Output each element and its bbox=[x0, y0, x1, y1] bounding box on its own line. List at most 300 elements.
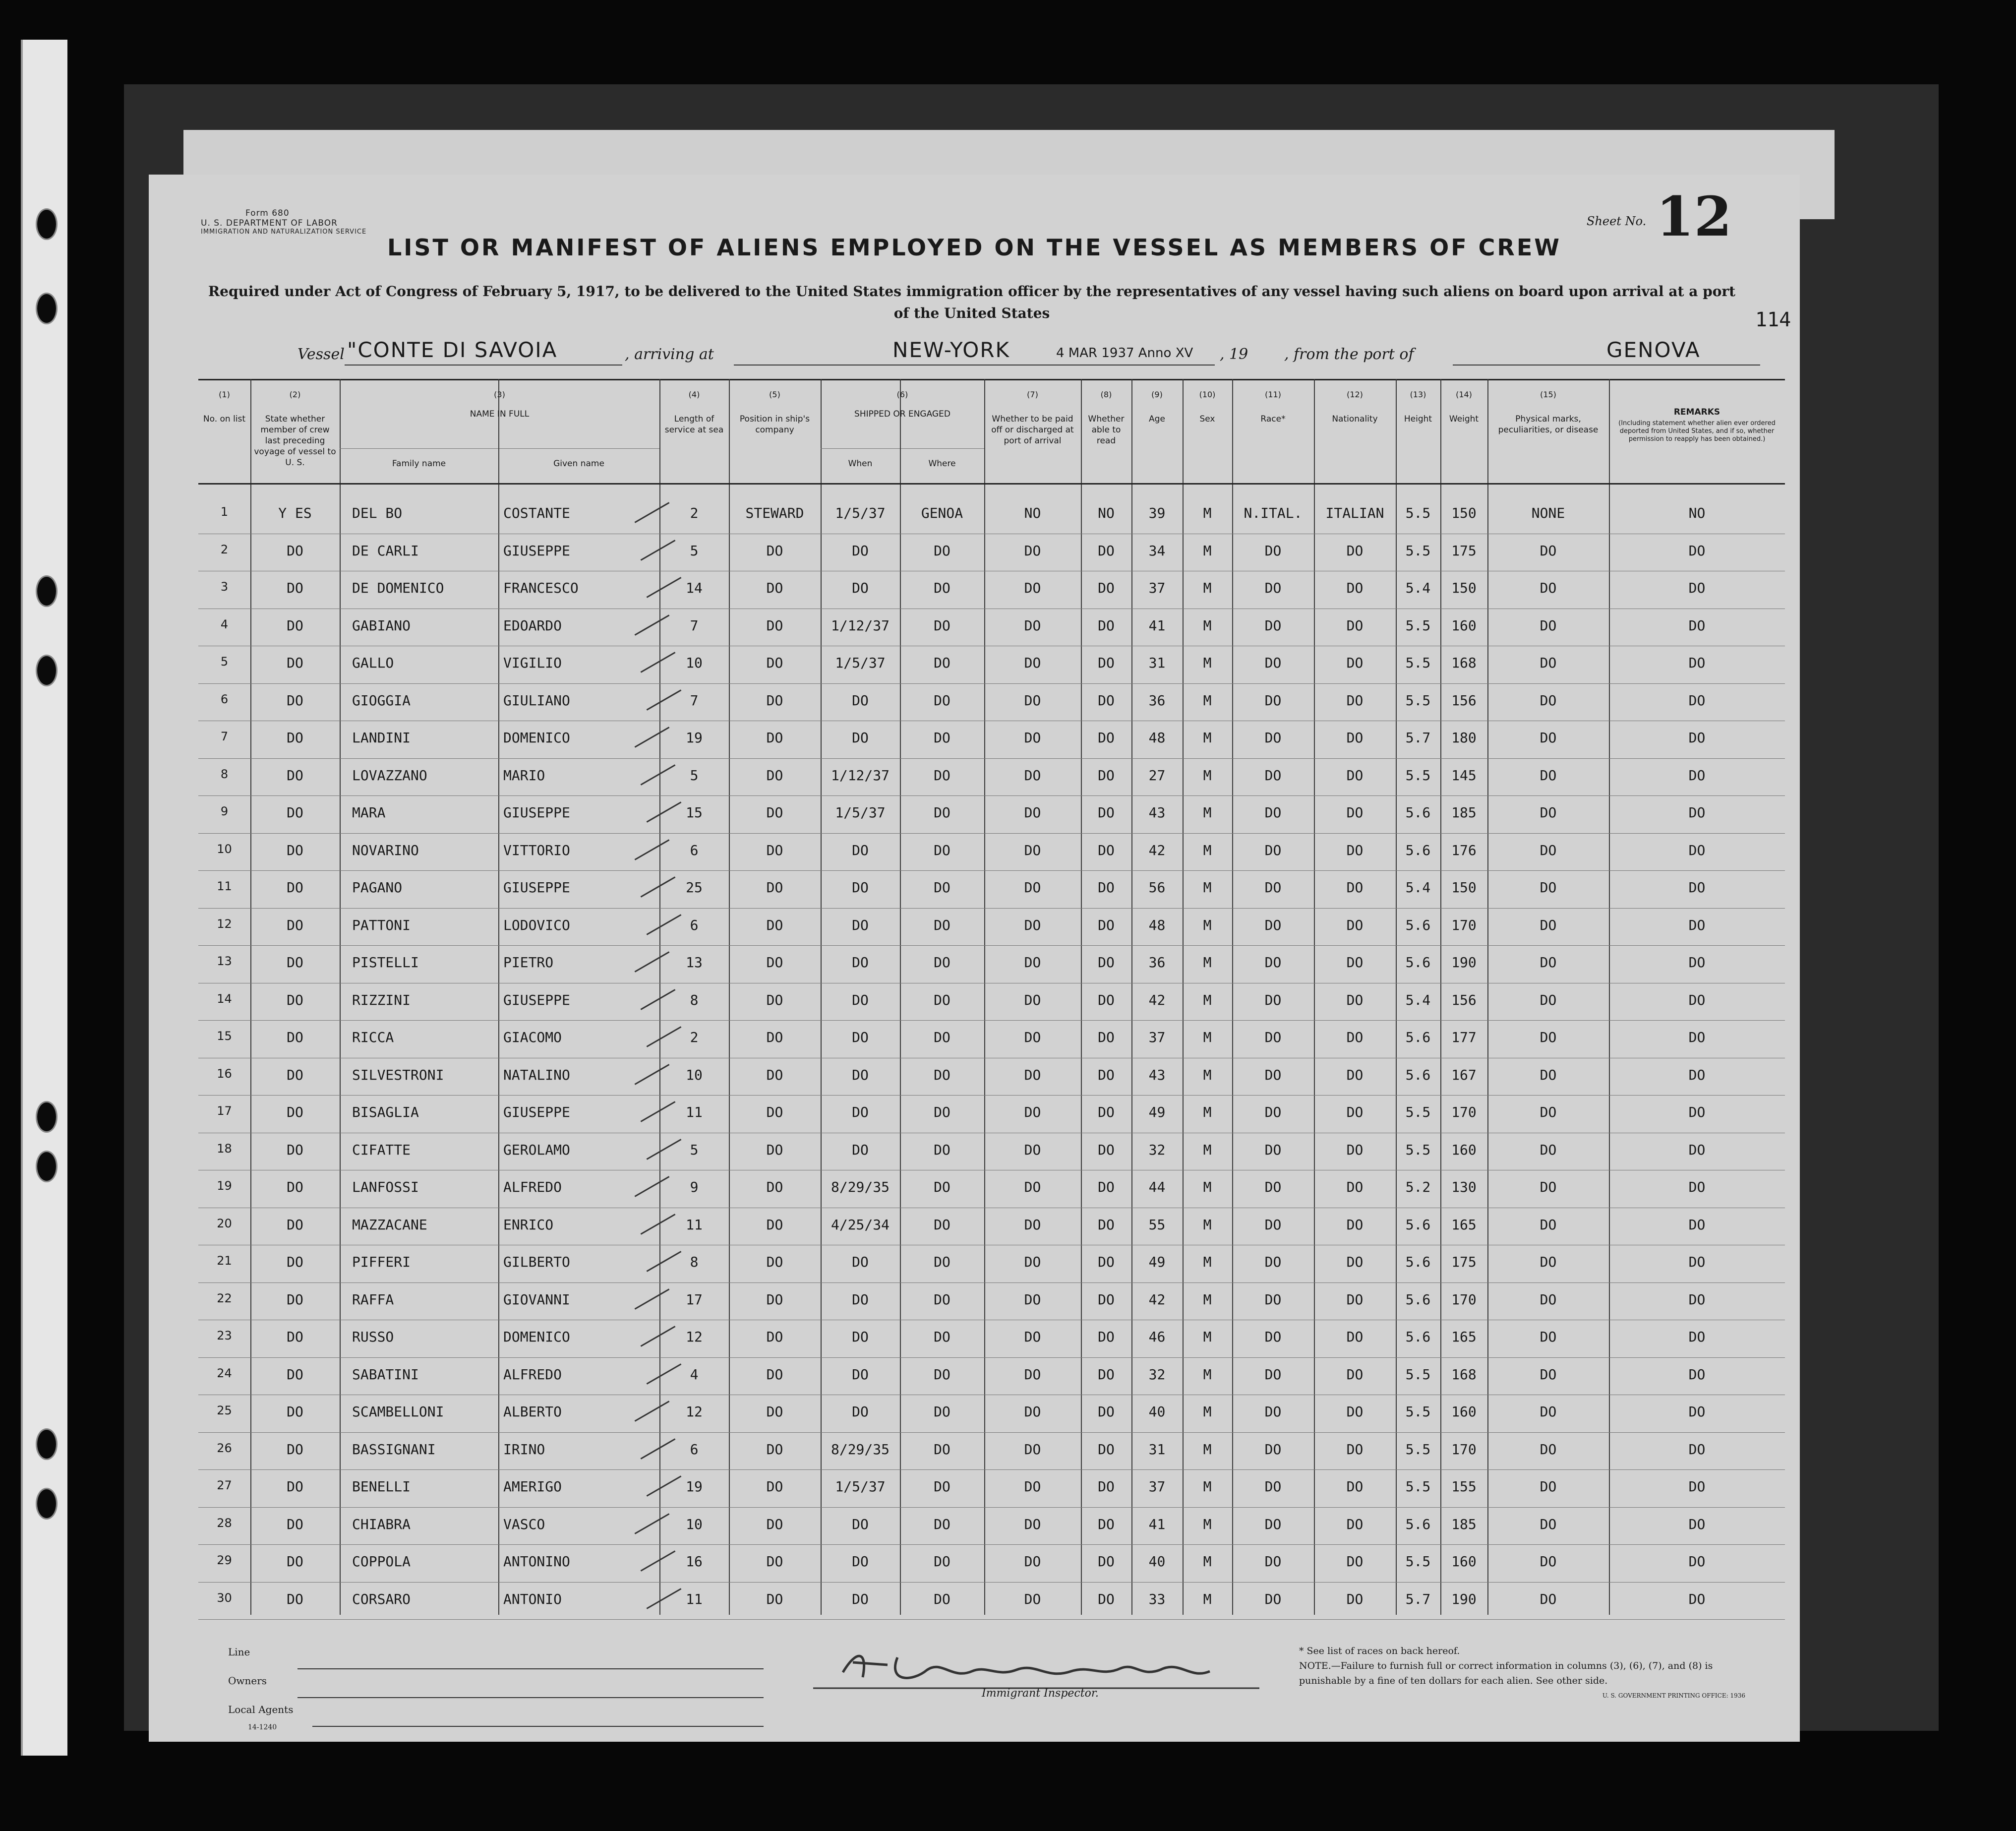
table-cell: M bbox=[1203, 1104, 1212, 1120]
table-cell: 190 bbox=[1451, 954, 1477, 971]
table-cell: GIUSEPPE bbox=[503, 542, 570, 559]
table-cell: 177 bbox=[1451, 1029, 1477, 1045]
table-cell: DO bbox=[852, 1066, 869, 1083]
table-cell: DO bbox=[1098, 1291, 1115, 1308]
column-number: (7) bbox=[1027, 390, 1038, 399]
table-cell: 7 bbox=[690, 617, 699, 634]
table-cell: DO bbox=[1346, 1590, 1364, 1607]
table-cell: DO bbox=[1098, 1404, 1115, 1420]
table-cell: DO bbox=[1264, 767, 1282, 784]
table-cell: ALBERTO bbox=[503, 1404, 562, 1420]
table-cell: DO bbox=[1540, 879, 1557, 896]
table-cell: DO bbox=[1098, 1254, 1115, 1270]
table-cell: DO bbox=[1098, 1066, 1115, 1083]
table-cell: DO bbox=[766, 1329, 783, 1345]
table-cell: 5.5 bbox=[1405, 1441, 1431, 1458]
table-cell: DO bbox=[934, 692, 950, 709]
table-cell: 19 bbox=[686, 1478, 703, 1495]
table-cell: LANFOSSI bbox=[352, 1179, 419, 1195]
table-cell: DO bbox=[934, 767, 950, 784]
table-cell: 11 bbox=[686, 1216, 703, 1233]
row-rule bbox=[198, 1357, 1785, 1358]
table-cell: 130 bbox=[1451, 1179, 1477, 1195]
table-cell: DO bbox=[852, 954, 869, 971]
table-cell: DO bbox=[1264, 842, 1282, 858]
table-cell: DO bbox=[934, 1553, 950, 1570]
table-cell: DO bbox=[766, 617, 783, 634]
table-cell: VASCO bbox=[503, 1516, 545, 1532]
table-cell: DO bbox=[1540, 617, 1557, 634]
table-cell: DO bbox=[1098, 692, 1115, 709]
table-cell: DO bbox=[1098, 991, 1115, 1008]
table-cell: 1/5/37 bbox=[835, 1478, 886, 1495]
table-cell: DO bbox=[852, 1366, 869, 1383]
table-cell: DO bbox=[934, 1516, 950, 1532]
table-cell: DO bbox=[934, 1216, 950, 1233]
table-cell: BENELLI bbox=[352, 1478, 411, 1495]
table-cell: 160 bbox=[1451, 1141, 1477, 1158]
table-cell: 42 bbox=[1148, 1291, 1166, 1308]
table-cell: CIFATTE bbox=[352, 1141, 411, 1158]
table-cell: DO bbox=[1540, 1329, 1557, 1345]
binder-strip bbox=[21, 40, 67, 1756]
table-cell: DO bbox=[1688, 842, 1706, 858]
table-cell: DO bbox=[1688, 767, 1706, 784]
table-cell: 33 bbox=[1148, 1590, 1166, 1607]
table-cell: DO bbox=[287, 1029, 303, 1045]
table-cell: 156 bbox=[1451, 991, 1477, 1008]
row-number: 15 bbox=[217, 1029, 232, 1043]
table-cell: DO bbox=[1098, 655, 1115, 671]
table-cell: PATTONI bbox=[352, 916, 411, 933]
table-cell: DO bbox=[1264, 1516, 1282, 1532]
table-cell: 5.4 bbox=[1405, 991, 1431, 1008]
table-cell: SILVESTRONI bbox=[352, 1066, 444, 1083]
table-cell: DO bbox=[1024, 1066, 1041, 1083]
column-number: (1) bbox=[219, 390, 230, 399]
table-cell: CORSARO bbox=[352, 1590, 411, 1607]
table-cell: DO bbox=[1540, 1366, 1557, 1383]
table-cell: DO bbox=[934, 991, 950, 1008]
table-cell: M bbox=[1203, 730, 1212, 746]
row-number: 4 bbox=[220, 617, 229, 631]
table-cell: DO bbox=[1264, 1104, 1282, 1120]
table-cell: DO bbox=[1024, 730, 1041, 746]
table-cell: LOVAZZANO bbox=[352, 767, 427, 784]
punch-hole bbox=[36, 1101, 58, 1133]
table-cell: DO bbox=[1346, 1478, 1364, 1495]
table-cell: 5.5 bbox=[1405, 505, 1431, 521]
row-rule bbox=[198, 1544, 1785, 1545]
table-cell: DO bbox=[934, 655, 950, 671]
column-number: (3) bbox=[494, 390, 505, 399]
punch-hole bbox=[36, 208, 58, 240]
table-cell: DO bbox=[1264, 879, 1282, 896]
table-cell: 175 bbox=[1451, 1254, 1477, 1270]
inspector-label: Immigrant Inspector. bbox=[982, 1687, 1099, 1700]
row-number: 12 bbox=[217, 916, 232, 931]
table-cell: GENOA bbox=[921, 505, 963, 521]
table-cell: 32 bbox=[1148, 1366, 1166, 1383]
table-cell: DO bbox=[1540, 655, 1557, 671]
table-cell: DO bbox=[1540, 767, 1557, 784]
table-cell: DO bbox=[287, 1516, 303, 1532]
column-subheader: When bbox=[848, 459, 873, 469]
table-cell: DO bbox=[1540, 1291, 1557, 1308]
table-cell: DO bbox=[1688, 991, 1706, 1008]
table-cell: DO bbox=[1024, 1590, 1041, 1607]
row-number: 28 bbox=[217, 1516, 232, 1530]
column-header: SHIPPED OR ENGAGED bbox=[854, 409, 950, 419]
table-cell: 43 bbox=[1148, 804, 1166, 821]
table-cell: DO bbox=[1024, 1366, 1041, 1383]
table-cell: GIOVANNI bbox=[503, 1291, 570, 1308]
table-cell: DO bbox=[287, 1141, 303, 1158]
table-cell: DO bbox=[852, 991, 869, 1008]
table-cell: DO bbox=[1024, 1553, 1041, 1570]
table-cell: 42 bbox=[1148, 842, 1166, 858]
row-number: 25 bbox=[217, 1404, 232, 1417]
table-cell: SABATINI bbox=[352, 1366, 419, 1383]
table-cell: DO bbox=[1540, 954, 1557, 971]
table-cell: GABIANO bbox=[352, 617, 411, 634]
table-cell: EDOARDO bbox=[503, 617, 562, 634]
table-cell: 1/12/37 bbox=[830, 617, 889, 634]
table-cell: DO bbox=[1098, 1478, 1115, 1495]
table-cell: DO bbox=[934, 730, 950, 746]
table-cell: M bbox=[1203, 954, 1212, 971]
table-cell: DO bbox=[852, 916, 869, 933]
sheet-number: 12 bbox=[1656, 184, 1732, 248]
table-cell: DO bbox=[1346, 1254, 1364, 1270]
row-number: 8 bbox=[220, 767, 229, 781]
table-cell: DO bbox=[1688, 1478, 1706, 1495]
row-number: 5 bbox=[220, 655, 229, 669]
table-cell: DO bbox=[1264, 542, 1282, 559]
table-cell: DO bbox=[1098, 1179, 1115, 1195]
table-cell: RUSSO bbox=[352, 1329, 394, 1345]
table-cell: DO bbox=[1688, 1404, 1706, 1420]
table-cell: 2 bbox=[690, 1029, 699, 1045]
table-cell: M bbox=[1203, 1329, 1212, 1345]
column-header: Height bbox=[1404, 414, 1432, 424]
table-cell: DO bbox=[1346, 916, 1364, 933]
table-cell: DO bbox=[1346, 730, 1364, 746]
table-cell: 42 bbox=[1148, 991, 1166, 1008]
table-cell: 150 bbox=[1451, 879, 1477, 896]
table-cell: 55 bbox=[1148, 1216, 1166, 1233]
table-cell: NO bbox=[1098, 505, 1115, 521]
table-cell: DO bbox=[1540, 1141, 1557, 1158]
table-cell: DO bbox=[766, 1104, 783, 1120]
table-cell: 2 bbox=[690, 505, 699, 521]
table-cell: DO bbox=[934, 580, 950, 596]
arriving-label: , arriving at bbox=[625, 346, 714, 363]
vessel-name: "CONTE DI SAVOIA bbox=[347, 338, 558, 362]
column-number: (5) bbox=[769, 390, 780, 399]
row-number: 20 bbox=[217, 1216, 232, 1230]
table-cell: 37 bbox=[1148, 1478, 1166, 1495]
table-cell: 170 bbox=[1451, 1441, 1477, 1458]
table-cell: 5.4 bbox=[1405, 580, 1431, 596]
table-cell: ALFREDO bbox=[503, 1179, 562, 1195]
table-cell: M bbox=[1203, 1404, 1212, 1420]
column-subheader: Where bbox=[928, 459, 956, 469]
table-cell: DO bbox=[766, 1291, 783, 1308]
remarks-note: (Including statement whether alien ever ordered deported from United States, and if so, whether permission to reapply has been obtained.) bbox=[1618, 420, 1776, 443]
table-cell: DOMENICO bbox=[503, 730, 570, 746]
table-cell: DO bbox=[1346, 1329, 1364, 1345]
line-label: Line bbox=[228, 1646, 250, 1658]
table-cell: 36 bbox=[1148, 954, 1166, 971]
table-cell: DO bbox=[1098, 954, 1115, 971]
table-cell: 15 bbox=[686, 804, 703, 821]
table-cell: 39 bbox=[1148, 505, 1166, 521]
table-cell: DO bbox=[766, 542, 783, 559]
table-cell: DO bbox=[1540, 1478, 1557, 1495]
table-cell: DO bbox=[1688, 1141, 1706, 1158]
row-number: 10 bbox=[217, 842, 232, 856]
table-cell: M bbox=[1203, 879, 1212, 896]
table-cell: DO bbox=[852, 879, 869, 896]
table-cell: 11 bbox=[686, 1590, 703, 1607]
table-cell: M bbox=[1203, 1516, 1212, 1532]
table-cell: DO bbox=[1688, 1516, 1706, 1532]
penalty-note: NOTE.—Failure to furnish full or correct information in columns (3), (6), (7), and (8) is punishable by a fine of ten dollars for each alien. See other side. bbox=[1299, 1660, 1713, 1686]
table-cell: 5.5 bbox=[1405, 1104, 1431, 1120]
table-cell: DO bbox=[1346, 1216, 1364, 1233]
table-cell: DO bbox=[1346, 1029, 1364, 1045]
table-cell: DO bbox=[852, 1329, 869, 1345]
table-cell: DO bbox=[852, 1516, 869, 1532]
table-cell: DO bbox=[1264, 1329, 1282, 1345]
table-cell: 155 bbox=[1451, 1478, 1477, 1495]
table-cell: FRANCESCO bbox=[503, 580, 579, 596]
table-cell: DO bbox=[1346, 580, 1364, 596]
column-subheader: Family name bbox=[392, 459, 446, 469]
table-cell: DO bbox=[852, 580, 869, 596]
table-cell: DO bbox=[1264, 730, 1282, 746]
table-cell: 14 bbox=[686, 580, 703, 596]
column-number: (8) bbox=[1100, 390, 1112, 399]
table-cell: 4 bbox=[690, 1366, 699, 1383]
table-cell: DO bbox=[1346, 1066, 1364, 1083]
table-cell: 5.5 bbox=[1405, 617, 1431, 634]
table-cell: DO bbox=[1688, 1104, 1706, 1120]
table-cell: 6 bbox=[690, 1441, 699, 1458]
table-cell: DO bbox=[1540, 1179, 1557, 1195]
table-cell: DO bbox=[766, 1590, 783, 1607]
table-cell: 8 bbox=[690, 1254, 699, 1270]
table-cell: ANTONINO bbox=[503, 1553, 570, 1570]
table-cell: DO bbox=[1024, 542, 1041, 559]
local-agents-label: Local Agents bbox=[228, 1704, 294, 1715]
table-cell: DO bbox=[1098, 767, 1115, 784]
table-cell: DO bbox=[1688, 692, 1706, 709]
table-cell: M bbox=[1203, 505, 1212, 521]
table-cell: 5.6 bbox=[1405, 954, 1431, 971]
table-cell: DO bbox=[1098, 916, 1115, 933]
column-header: Age bbox=[1149, 414, 1165, 424]
table-cell: DO bbox=[1264, 692, 1282, 709]
table-cell: DO bbox=[1098, 842, 1115, 858]
table-cell: 5.5 bbox=[1405, 1478, 1431, 1495]
row-number: 14 bbox=[217, 991, 232, 1006]
table-cell: 41 bbox=[1148, 1516, 1166, 1532]
table-cell: DO bbox=[287, 692, 303, 709]
table-cell: DO bbox=[1688, 1066, 1706, 1083]
departure-port: GENOVA bbox=[1606, 338, 1701, 362]
table-cell: DO bbox=[1688, 1029, 1706, 1045]
punch-hole bbox=[36, 1488, 58, 1520]
table-cell: DO bbox=[1346, 767, 1364, 784]
table-cell: DO bbox=[1346, 954, 1364, 971]
table-cell: DO bbox=[1540, 1441, 1557, 1458]
races-note: * See list of races on back hereof. bbox=[1299, 1646, 1460, 1656]
table-cell: DO bbox=[852, 1104, 869, 1120]
table-cell: DO bbox=[1024, 842, 1041, 858]
table-cell: 150 bbox=[1451, 505, 1477, 521]
column-header: Nationality bbox=[1332, 414, 1378, 424]
table-cell: DO bbox=[1688, 1216, 1706, 1233]
table-cell: 25 bbox=[686, 879, 703, 896]
column-header: Race* bbox=[1260, 414, 1286, 424]
table-cell: 5.7 bbox=[1405, 730, 1431, 746]
row-number: 29 bbox=[217, 1553, 232, 1567]
table-cell: DO bbox=[1024, 804, 1041, 821]
table-cell: 1/5/37 bbox=[835, 655, 886, 671]
row-number: 2 bbox=[220, 542, 229, 556]
row-number: 23 bbox=[217, 1329, 232, 1343]
table-cell: DO bbox=[287, 879, 303, 896]
table-cell: DO bbox=[1024, 879, 1041, 896]
table-cell: DO bbox=[1024, 1329, 1041, 1345]
table-cell: 43 bbox=[1148, 1066, 1166, 1083]
column-header: Position in ship's company bbox=[739, 414, 810, 435]
row-rule bbox=[198, 1619, 1785, 1620]
table-cell: 10 bbox=[686, 1516, 703, 1532]
table-cell: GIOGGIA bbox=[352, 692, 411, 709]
table-cell: BISAGLIA bbox=[352, 1104, 419, 1120]
table-cell: GIUSEPPE bbox=[503, 804, 570, 821]
table-cell: LANDINI bbox=[352, 730, 411, 746]
column-header: REMARKS bbox=[1673, 407, 1720, 417]
table-cell: DO bbox=[766, 1216, 783, 1233]
table-cell: DO bbox=[1264, 617, 1282, 634]
table-cell: DO bbox=[1346, 1553, 1364, 1570]
table-cell: DO bbox=[852, 692, 869, 709]
table-cell: DO bbox=[852, 730, 869, 746]
page-title: LIST OR MANIFEST OF ALIENS EMPLOYED ON THE VESSEL AS MEMBERS OF CREW bbox=[387, 234, 1561, 261]
table-cell: DO bbox=[1264, 1254, 1282, 1270]
row-number: 11 bbox=[217, 879, 232, 893]
table-cell: DO bbox=[1264, 916, 1282, 933]
table-cell: DO bbox=[766, 730, 783, 746]
table-cell: DO bbox=[1264, 954, 1282, 971]
row-rule bbox=[198, 908, 1785, 909]
table-cell: PIETRO bbox=[503, 954, 554, 971]
page-number: 114 bbox=[1755, 308, 1791, 331]
table-cell: 5.6 bbox=[1405, 1291, 1431, 1308]
table-cell: DO bbox=[1346, 655, 1364, 671]
table-cell: M bbox=[1203, 1590, 1212, 1607]
table-cell: 48 bbox=[1148, 730, 1166, 746]
table-cell: DO bbox=[1098, 542, 1115, 559]
table-cell: LODOVICO bbox=[503, 916, 570, 933]
table-cell: 5.6 bbox=[1405, 916, 1431, 933]
table-cell: M bbox=[1203, 655, 1212, 671]
table-cell: DO bbox=[766, 1254, 783, 1270]
table-cell: DO bbox=[1098, 1141, 1115, 1158]
table-cell: Y ES bbox=[278, 505, 312, 521]
year-label: , 19 bbox=[1220, 346, 1248, 363]
table-cell: DO bbox=[287, 991, 303, 1008]
row-number: 16 bbox=[217, 1066, 232, 1081]
row-number: 1 bbox=[220, 505, 229, 519]
table-cell: 5.6 bbox=[1405, 1254, 1431, 1270]
column-number: (4) bbox=[688, 390, 700, 399]
table-cell: 168 bbox=[1451, 655, 1477, 671]
table-cell: DO bbox=[1024, 1254, 1041, 1270]
table-cell: VIGILIO bbox=[503, 655, 562, 671]
row-number: 27 bbox=[217, 1478, 232, 1492]
table-cell: DO bbox=[287, 954, 303, 971]
table-cell: 40 bbox=[1148, 1553, 1166, 1570]
column-divider bbox=[498, 379, 499, 1615]
table-cell: DO bbox=[287, 1179, 303, 1195]
row-rule bbox=[198, 683, 1785, 684]
table-cell: DO bbox=[1540, 1254, 1557, 1270]
service-label: IMMIGRATION AND NATURALIZATION SERVICE bbox=[201, 228, 367, 236]
table-cell: DO bbox=[1098, 879, 1115, 896]
row-number: 26 bbox=[217, 1441, 232, 1455]
table-cell: 27 bbox=[1148, 767, 1166, 784]
table-cell: DO bbox=[766, 1179, 783, 1195]
table-cell: DO bbox=[766, 580, 783, 596]
table-cell: DO bbox=[766, 842, 783, 858]
table-cell: 160 bbox=[1451, 1553, 1477, 1570]
row-number: 24 bbox=[217, 1366, 232, 1380]
table-cell: DO bbox=[852, 842, 869, 858]
column-number: (12) bbox=[1347, 390, 1363, 399]
form-header bbox=[201, 208, 366, 236]
table-cell: DO bbox=[1688, 916, 1706, 933]
column-header: NAME IN FULL bbox=[470, 409, 530, 419]
table-cell: DO bbox=[1098, 1104, 1115, 1120]
row-rule bbox=[198, 1582, 1785, 1583]
table-cell: DO bbox=[287, 730, 303, 746]
table-cell: DO bbox=[1098, 1029, 1115, 1045]
table-cell: DO bbox=[766, 1478, 783, 1495]
table-cell: DO bbox=[1346, 617, 1364, 634]
table-cell: DO bbox=[934, 1291, 950, 1308]
table-cell: GEROLAMO bbox=[503, 1141, 570, 1158]
table-cell: 5.6 bbox=[1405, 1216, 1431, 1233]
table-cell: 176 bbox=[1451, 842, 1477, 858]
column-header: Sex bbox=[1199, 414, 1215, 424]
table-cell: 5.6 bbox=[1405, 804, 1431, 821]
row-number: 19 bbox=[217, 1179, 232, 1193]
table-cell: DO bbox=[1346, 1441, 1364, 1458]
table-cell: DE CARLI bbox=[352, 542, 419, 559]
table-cell: DO bbox=[766, 1516, 783, 1532]
table-cell: DO bbox=[766, 1441, 783, 1458]
table-cell: 5.5 bbox=[1405, 692, 1431, 709]
table-cell: 9 bbox=[690, 1179, 699, 1195]
table-cell: DO bbox=[766, 655, 783, 671]
table-cell: DO bbox=[1098, 1441, 1115, 1458]
table-cell: 8/29/35 bbox=[830, 1179, 889, 1195]
